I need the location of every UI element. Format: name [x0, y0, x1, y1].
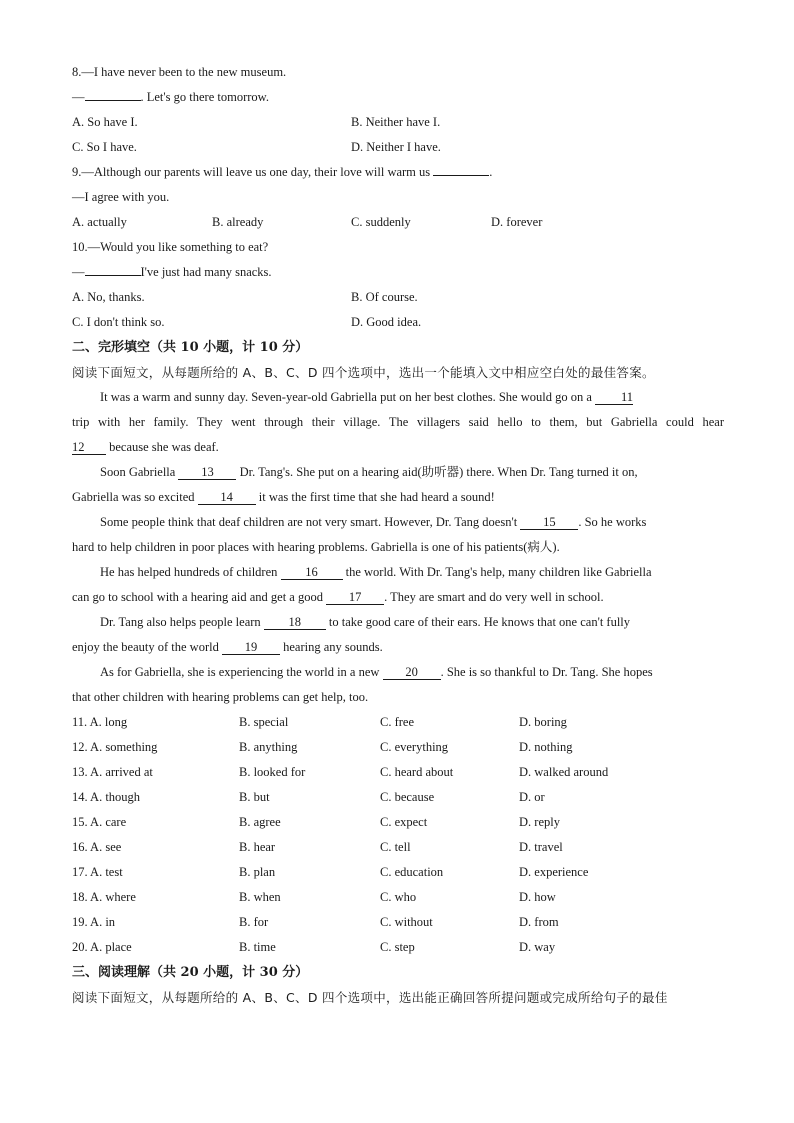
q8-reply: — . Let's go there tomorrow.: [72, 90, 269, 104]
option-17-c[interactable]: C. education: [380, 865, 444, 879]
option-12-d[interactable]: D. nothing: [519, 740, 573, 754]
option-13-a[interactable]: 13. A. arrived at: [72, 765, 153, 779]
option-18-c[interactable]: C. who: [380, 890, 417, 904]
option-11-d[interactable]: D. boring: [519, 715, 567, 729]
passage-text: to take good care of their ears. He knows that one can't fully: [328, 615, 631, 629]
option-12-a[interactable]: 12. A. something: [72, 740, 158, 754]
q10-blank: [85, 275, 141, 276]
passage-line-1: [72, 385, 724, 410]
q8-option-c[interactable]: C. So I have.: [72, 140, 137, 154]
passage-line-5: [72, 485, 724, 510]
section2-instruction: 阅读下面短文，从每题所给的 A、B、C、D 四个选项中，选出一个能填入文中相应空白处的最佳答案。: [72, 365, 655, 380]
passage-line-2: trip with her family. They went through their village. The villagers said hello to them, but Gabriella could hear: [72, 415, 724, 429]
passage-text: Some people think that deaf children are not very smart. However, Dr. Tang doesn't: [100, 515, 518, 529]
q9-option-a[interactable]: A. actually: [72, 215, 127, 229]
option-18-a[interactable]: 18. A. where: [72, 890, 136, 904]
option-14-b[interactable]: B. but: [239, 790, 270, 804]
q9-option-b[interactable]: B. already: [212, 215, 264, 229]
q8-options-row1: [72, 110, 724, 135]
q9-tail: .: [489, 165, 493, 179]
q10-option-a[interactable]: A. No, thanks.: [72, 290, 145, 304]
passage-line-10: [72, 610, 724, 635]
cloze-option-row-12: [72, 735, 724, 760]
q9-option-c[interactable]: C. suddenly: [351, 215, 411, 229]
q8-blank: [85, 100, 141, 101]
q8-options-row2: [72, 135, 724, 160]
q8-option-d[interactable]: D. Neither I have.: [351, 140, 441, 154]
q9-blank: [433, 175, 489, 176]
cloze-option-row-11: [72, 710, 724, 735]
blank-11[interactable]: 11: [595, 390, 633, 405]
blank-20[interactable]: 20: [383, 665, 441, 680]
passage-text: He has helped hundreds of children: [100, 565, 278, 579]
q9-stem-line: [72, 160, 724, 185]
option-16-a[interactable]: 16. A. see: [72, 840, 122, 854]
passage-text: . They are smart and do very well in school.: [384, 590, 604, 604]
blank-13[interactable]: 13: [178, 465, 236, 480]
cloze-option-row-19: [72, 910, 724, 935]
cloze-option-row-16: [72, 835, 724, 860]
cloze-option-row-20: [72, 935, 724, 960]
option-13-d[interactable]: D. walked around: [519, 765, 609, 779]
cloze-options: [72, 710, 724, 960]
section2-heading: 二、完形填空（共 10 小题，计 10 分）: [72, 340, 309, 355]
option-14-d[interactable]: D. or: [519, 790, 545, 804]
passage-text: the world. With Dr. Tang's help, many children like Gabriella: [345, 565, 652, 579]
option-15-d[interactable]: D. reply: [519, 815, 560, 829]
passage-line-7: hard to help children in poor places with hearing problems. Gabriella is one of his patients(病人).: [72, 540, 560, 554]
q9-reply: —I agree with you.: [72, 190, 170, 204]
q9-stem: 9.—Although our parents will leave us one day, their love will warm us: [72, 165, 431, 179]
passage-text: Dr. Tang's. She put on a hearing aid(助听器) there. When Dr. Tang turned it on,: [239, 465, 638, 479]
passage-text: enjoy the beauty of the world: [72, 640, 219, 654]
cloze-option-row-13: [72, 760, 724, 785]
blank-17[interactable]: 17: [326, 590, 384, 605]
q9-options: [72, 210, 724, 235]
passage-text: Dr. Tang also helps people learn: [100, 615, 261, 629]
q8-option-a[interactable]: A. So have I.: [72, 115, 138, 129]
option-19-a[interactable]: 19. A. in: [72, 915, 116, 929]
option-15-a[interactable]: 15. A. care: [72, 815, 127, 829]
option-11-b[interactable]: B. special: [239, 715, 289, 729]
option-16-d[interactable]: D. travel: [519, 840, 563, 854]
option-20-b[interactable]: B. time: [239, 940, 276, 954]
q9-option-d[interactable]: D. forever: [491, 215, 543, 229]
blank-12[interactable]: 12: [72, 440, 106, 455]
section3-instruction: 阅读下面短文，从每题所给的 A、B、C、D 四个选项中，选出能正确回答所提问题或完成所给句子的最佳: [72, 990, 668, 1005]
passage-text: it was the first time that she had heard a sound!: [258, 490, 495, 504]
q10-stem: 10.—Would you like something to eat?: [72, 240, 269, 254]
cloze-option-row-18: [72, 885, 724, 910]
blank-15[interactable]: 15: [520, 515, 578, 530]
passage-text: . So he works: [578, 515, 647, 529]
option-17-a[interactable]: 17. A. test: [72, 865, 123, 879]
q10-options-row2: [72, 310, 724, 335]
q10-reply-tail: I've just had many snacks.: [140, 265, 272, 279]
option-17-d[interactable]: D. experience: [519, 865, 589, 879]
passage-line-3: [72, 435, 724, 460]
q10-options-row1: [72, 285, 724, 310]
cloze-option-row-17: [72, 860, 724, 885]
passage-text: can go to school with a hearing aid and get a good: [72, 590, 323, 604]
option-14-c[interactable]: C. because: [380, 790, 435, 804]
option-20-a[interactable]: 20. A. place: [72, 940, 132, 954]
blank-19[interactable]: 19: [222, 640, 280, 655]
passage-text: As for Gabriella, she is experiencing the world in a new: [100, 665, 380, 679]
passage-line-12: [72, 660, 724, 685]
section3-heading: 三、阅读理解（共 20 小题，计 30 分）: [72, 965, 309, 980]
option-20-c[interactable]: C. step: [380, 940, 415, 954]
passage-line-4: [72, 460, 724, 485]
cloze-option-row-14: [72, 785, 724, 810]
option-17-b[interactable]: B. plan: [239, 865, 276, 879]
q10-reply: — I've just had many snacks.: [72, 265, 272, 279]
passage-line-6: [72, 510, 724, 535]
passage-line-13: that other children with hearing problems can get help, too.: [72, 690, 369, 704]
option-18-d[interactable]: D. how: [519, 890, 556, 904]
option-11-a[interactable]: 11. A. long: [72, 715, 128, 729]
passage-line-9: [72, 585, 724, 610]
q8-option-b[interactable]: B. Neither have I.: [351, 115, 441, 129]
option-11-c[interactable]: C. free: [380, 715, 415, 729]
option-15-b[interactable]: B. agree: [239, 815, 281, 829]
option-18-b[interactable]: B. when: [239, 890, 281, 904]
option-12-b[interactable]: B. anything: [239, 740, 298, 754]
passage-text: It was a warm and sunny day. Seven-year-old Gabriella put on her best clothes. She would go on a: [100, 390, 592, 404]
q10-option-d[interactable]: D. Good idea.: [351, 315, 422, 329]
option-19-c[interactable]: C. without: [380, 915, 433, 929]
passage-text: . She is so thankful to Dr. Tang. She hopes: [440, 665, 653, 679]
passage-text: Gabriella was so excited: [72, 490, 195, 504]
cloze-option-row-15: [72, 810, 724, 835]
blank-16[interactable]: 16: [281, 565, 343, 580]
passage-text: because she was deaf.: [109, 440, 219, 454]
q10-option-c[interactable]: C. I don't think so.: [72, 315, 165, 329]
q10-option-b[interactable]: B. Of course.: [351, 290, 418, 304]
option-20-d[interactable]: D. way: [519, 940, 556, 954]
option-19-b[interactable]: B. for: [239, 915, 269, 929]
option-16-b[interactable]: B. hear: [239, 840, 276, 854]
option-14-a[interactable]: 14. A. though: [72, 790, 141, 804]
option-16-c[interactable]: C. tell: [380, 840, 411, 854]
passage-line-11: [72, 635, 724, 660]
blank-18[interactable]: 18: [264, 615, 326, 630]
option-19-d[interactable]: D. from: [519, 915, 559, 929]
option-13-c[interactable]: C. heard about: [380, 765, 454, 779]
blank-14[interactable]: 14: [198, 490, 256, 505]
option-12-c[interactable]: C. everything: [380, 740, 449, 754]
exam-page: [72, 60, 724, 1010]
passage-text: hearing any sounds.: [283, 640, 383, 654]
passage-text: Soon Gabriella: [100, 465, 176, 479]
option-15-c[interactable]: C. expect: [380, 815, 428, 829]
q8-reply-tail: . Let's go there tomorrow.: [140, 90, 269, 104]
passage-line-8: [72, 560, 724, 585]
option-13-b[interactable]: B. looked for: [239, 765, 306, 779]
q8-stem: 8.—I have never been to the new museum.: [72, 65, 287, 79]
